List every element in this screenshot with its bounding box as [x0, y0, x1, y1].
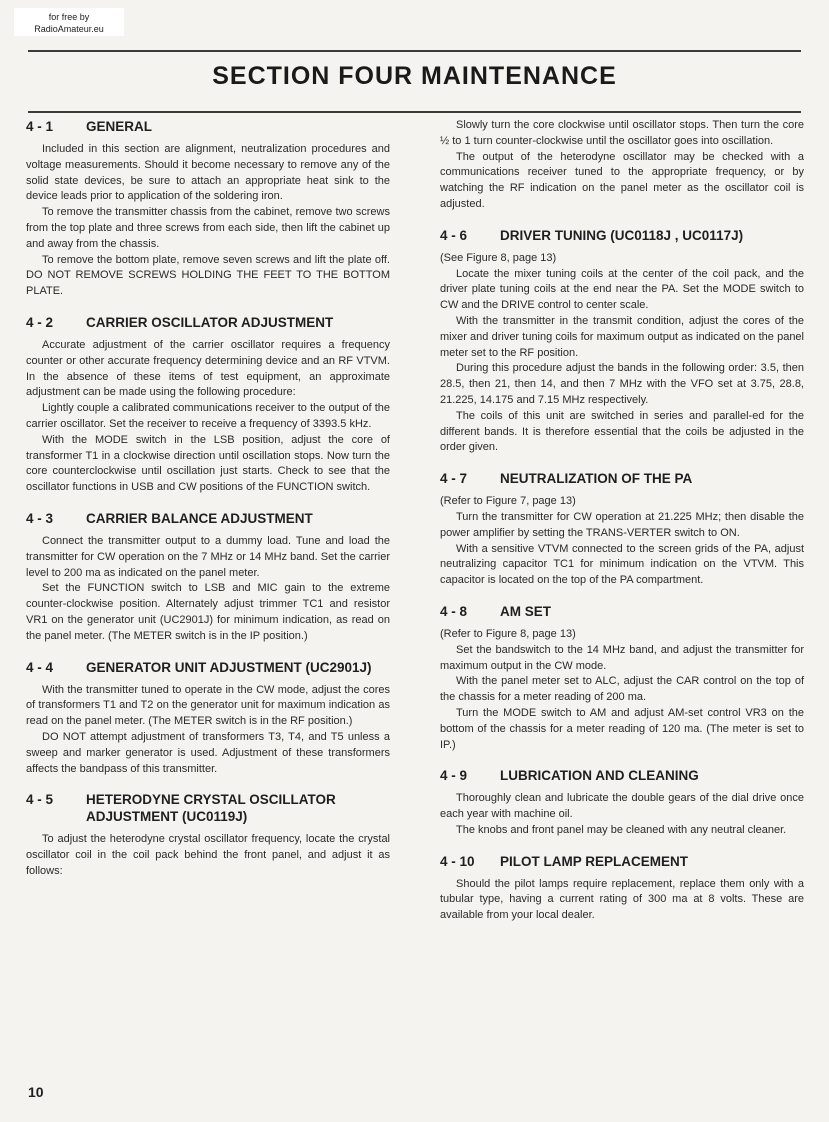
paragraph: Set the bandswitch to the 14 MHz band, and adjust the transmitter for maximum output in the CW mode.	[440, 643, 804, 672]
section-title: PILOT LAMP REPLACEMENT	[500, 853, 689, 869]
figure-reference: (See Figure 8, page 13)	[440, 251, 557, 264]
section-title: DRIVER TUNING (UC0118J , UC0117J)	[500, 227, 744, 243]
page-number: 10	[28, 1084, 44, 1100]
paragraph: Slowly turn the core clockwise until oscillator stops. Then turn the core ½ to 1 turn counter-clockwise until the oscillator goes into oscillation.	[440, 119, 804, 147]
section-number: 4 - 9	[440, 768, 468, 784]
title-rule	[28, 111, 801, 113]
section	[440, 118, 804, 213]
right-column	[440, 118, 804, 938]
section-title: GENERATOR UNIT ADJUSTMENT (UC2901J)	[86, 659, 372, 675]
paragraph: To adjust the heterodyne crystal oscillator frequency, locate the crystal oscillator coil in the coil pack behind the front panel, and adjust it as follows:	[26, 833, 390, 877]
section-heading	[26, 659, 390, 676]
watermark-line-1: for free by	[48, 12, 90, 22]
paragraph: Set the FUNCTION switch to LSB and MIC gain to the extreme counter-clockwise position. Alternately adjust trimmer TC1 and resistor VR1 on the generator unit (UC2901J) for minimum indication, as read on the panel meter. (The METER switch is in the IP position.)	[26, 582, 390, 642]
section-heading	[26, 314, 390, 331]
section	[440, 227, 804, 456]
paragraph: The knobs and front panel may be cleaned with any neutral cleaner.	[456, 823, 787, 836]
section-heading	[440, 853, 804, 870]
paragraph: Thoroughly clean and lubricate the double gears of the dial drive once each year with machine oil.	[440, 792, 804, 821]
section	[440, 470, 804, 589]
paragraph: With the transmitter tuned to operate in the CW mode, adjust the cores of transformers T1 and T2 on the generator unit for maximum indication as read on the panel meter. (The METER switch is in the RF position.)	[26, 683, 390, 728]
section-number: 4 - 5	[26, 792, 54, 808]
section	[26, 118, 390, 300]
section-number: 4 - 2	[26, 314, 54, 330]
section-number: 4 - 3	[26, 510, 54, 526]
paragraph: DO NOT attempt adjustment of transformers T3, T4, and T5 unless a sweep and marker generator is used. Adjustment of these transformers affects the bandpass of this transmitter.	[26, 730, 390, 775]
section	[440, 603, 804, 753]
section-title: NEUTRALIZATION OF THE PA	[500, 471, 693, 487]
section-title: CARRIER OSCILLATOR ADJUSTMENT	[86, 314, 334, 330]
section-heading	[440, 227, 804, 244]
paragraph: Turn the transmitter for CW operation at 21.225 MHz; then disable the power amplifier by setting the TRANS-VERTER switch to ON.	[440, 510, 804, 539]
paragraph: The output of the heterodyne oscillator may be checked with a communications receiver tuned to the appropriate frequency, or by watching the RF indication on the panel meter as the oscillator coil is adjusted.	[440, 150, 804, 210]
section-heading	[440, 603, 804, 620]
section-title: LUBRICATION AND CLEANING	[500, 768, 699, 784]
section	[26, 510, 390, 645]
section	[26, 659, 390, 778]
paragraph: Turn the MODE switch to AM and adjust AM-set control VR3 on the bottom of the chassis for a meter reading of 120 ma. (The meter is set to IP.)	[440, 706, 804, 751]
section	[440, 853, 804, 924]
section-number: 4 - 6	[440, 227, 468, 243]
paragraph: With the MODE switch in the LSB position, adjust the core of transformer T1 in a clockwise direction until oscillation stops. Now turn the core counterclockwise until oscillation just starts. Check to see that the oscillator functions in USB and CW positions of the FUNCTION switch.	[26, 433, 390, 494]
paragraph: With a sensitive VTVM connected to the screen grids of the PA, adjust neutralizing capacitor TC1 for minimum indication on the VTVM. This capacitor is located on the top of the PA compartment.	[440, 542, 804, 587]
paragraph: During this procedure adjust the bands in the following order: 3.5, then 28.5, then 21, then 14, and then 7 MHz with the VFO set at 3.75, 28.8, 21.225, 14.175 and 7.15 MHz respectively.	[440, 362, 804, 406]
watermark	[14, 8, 124, 36]
paragraph: With the panel meter set to ALC, adjust the CAR control on the top of the chassis for a meter reading of 200 ma.	[440, 675, 804, 704]
section-number: 4 - 10	[440, 853, 475, 869]
paragraph: The coils of this unit are switched in series and parallel-ed for the different bands. It is therefore essential that the coils be adjusted in the order given.	[440, 409, 804, 454]
top-rule	[28, 50, 801, 52]
section-heading	[26, 510, 390, 527]
section-number: 4 - 7	[440, 471, 468, 487]
section-title: HETERODYNE CRYSTAL OSCILLATOR ADJUSTMENT (UC0119J)	[86, 792, 336, 825]
section	[26, 314, 390, 496]
left-column	[26, 118, 390, 894]
section-number: 4 - 1	[26, 119, 54, 134]
paragraph: Should the pilot lamps require replacement, replace them only with a tubular type, having a current rating of 300 ma at 8 volts. These are available from your local dealer.	[440, 877, 804, 922]
paragraph: Included in this section are alignment, neutralization procedures and voltage measurements. Should it become necessary to remove any of the solid state devices, be sure to attach an appropriate heat sink to the device leads prior to application of the soldering iron.	[26, 143, 390, 203]
paragraph: Locate the mixer tuning coils at the center of the coil pack, and the driver plate tuning coils at the end near the PA. Set the MODE switch to CW and the DRIVE control to center scale.	[440, 267, 804, 312]
section-heading	[440, 767, 804, 784]
figure-reference: (Refer to Figure 7, page 13)	[440, 495, 576, 508]
paragraph: Lightly couple a calibrated communications receiver to the output of the carrier oscillator. Set the receiver to receive a frequency of 3393.5 kHz.	[26, 402, 390, 430]
section-heading	[26, 118, 390, 135]
section-heading	[26, 791, 390, 825]
paragraph: To remove the transmitter chassis from the cabinet, remove two screws from the top plate and three screws from each side, then lift the cabinet up and away from the chassis.	[26, 206, 390, 250]
section	[440, 767, 804, 838]
paragraph: Connect the transmitter output to a dummy load. Tune and load the transmitter for CW operation on the 7 MHz or 14 MHz band. Set the carrier level to 200 ma as indicated on the panel meter.	[26, 534, 390, 579]
section-title: AM SET	[500, 603, 552, 619]
page-title: SECTION FOUR MAINTENANCE	[212, 62, 617, 90]
section-heading	[440, 470, 804, 487]
section-title: CARRIER BALANCE ADJUSTMENT	[86, 510, 313, 526]
section-title: GENERAL	[86, 119, 153, 134]
section-number: 4 - 8	[440, 603, 468, 619]
paragraph: To remove the bottom plate, remove seven screws and lift the plate off. DO NOT REMOVE SCREWS HOLDING THE FEET TO THE BOTTOM PLATE.	[26, 253, 390, 298]
paragraph: With the transmitter in the transmit condition, adjust the cores of the mixer and driver tuning coils for maximum output as indicated on the panel meter set to the RF position.	[440, 314, 804, 359]
section	[26, 791, 390, 879]
watermark-line-2: RadioAmateur.eu	[34, 24, 104, 34]
figure-reference: (Refer to Figure 8, page 13)	[440, 627, 576, 640]
paragraph: Accurate adjustment of the carrier oscillator requires a frequency counter or other accurate frequency determining device and an RF VTVM. In the absence of these items of test equipment, an approximate adjustment can be made using the following procedure:	[26, 338, 390, 399]
section-number: 4 - 4	[26, 659, 54, 675]
